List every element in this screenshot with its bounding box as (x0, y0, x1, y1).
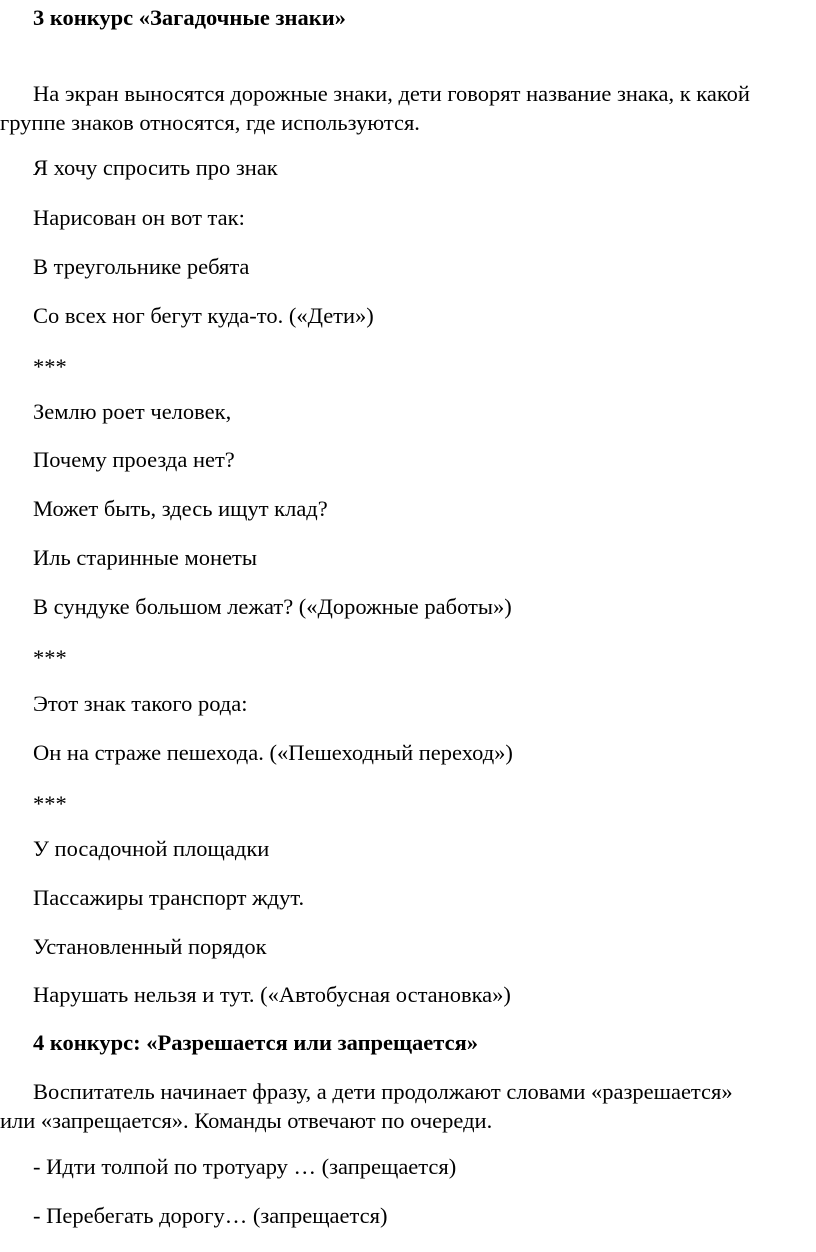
section-4-intro-line-1: Воспитатель начинает фразу, а дети продолжают словами «разрешается» (33, 1079, 733, 1104)
riddle-3-line-1: Этот знак такого рода: (33, 691, 248, 716)
riddle-2-line-3: Может быть, здесь ищут клад? (33, 496, 328, 521)
riddle-2-line-4: Иль старинные монеты (33, 545, 258, 570)
riddle-1-line-2: Нарисован он вот так: (33, 205, 245, 230)
riddle-4-line-2: Пассажиры транспорт ждут. (33, 885, 305, 910)
riddle-2-line-2: Почему проезда нет? (33, 447, 235, 472)
separator-3: *** (33, 791, 67, 816)
riddle-4-line-1: У посадочной площадки (33, 836, 270, 861)
separator-2: *** (33, 645, 67, 670)
riddle-4-line-4: Нарушать нельзя и тут. («Автобусная остановка») (33, 982, 511, 1007)
list-item: - Идти толпой по тротуару … (запрещается) (33, 1154, 457, 1179)
section-4-heading: 4 конкурс: «Разрешается или запрещается» (33, 1030, 479, 1055)
riddle-1-line-1: Я хочу спросить про знак (33, 155, 278, 180)
riddle-3-line-2: Он на страже пешехода. («Пешеходный переход») (33, 740, 513, 765)
list-item: - Перебегать дорогу… (запрещается) (33, 1203, 388, 1228)
riddle-2-line-5: В сундуке большом лежат? («Дорожные работы») (33, 594, 512, 619)
riddle-1-line-3: В треугольнике ребята (33, 254, 250, 279)
riddle-2-line-1: Землю роет человек, (33, 399, 232, 424)
riddle-1-line-4: Со всех ног бегут куда-то. («Дети») (33, 303, 374, 328)
section-3-heading: 3 конкурс «Загадочные знаки» (33, 5, 346, 30)
riddle-4-line-3: Установленный порядок (33, 934, 267, 959)
separator-1: *** (33, 354, 67, 379)
section-3-intro-line-2: группе знаков относятся, где используются. (0, 110, 420, 135)
section-4-intro-line-2: или «запрещается». Команды отвечают по очереди. (0, 1108, 493, 1133)
section-3-intro-line-1: На экран выносятся дорожные знаки, дети говорят название знака, к какой (33, 81, 750, 106)
